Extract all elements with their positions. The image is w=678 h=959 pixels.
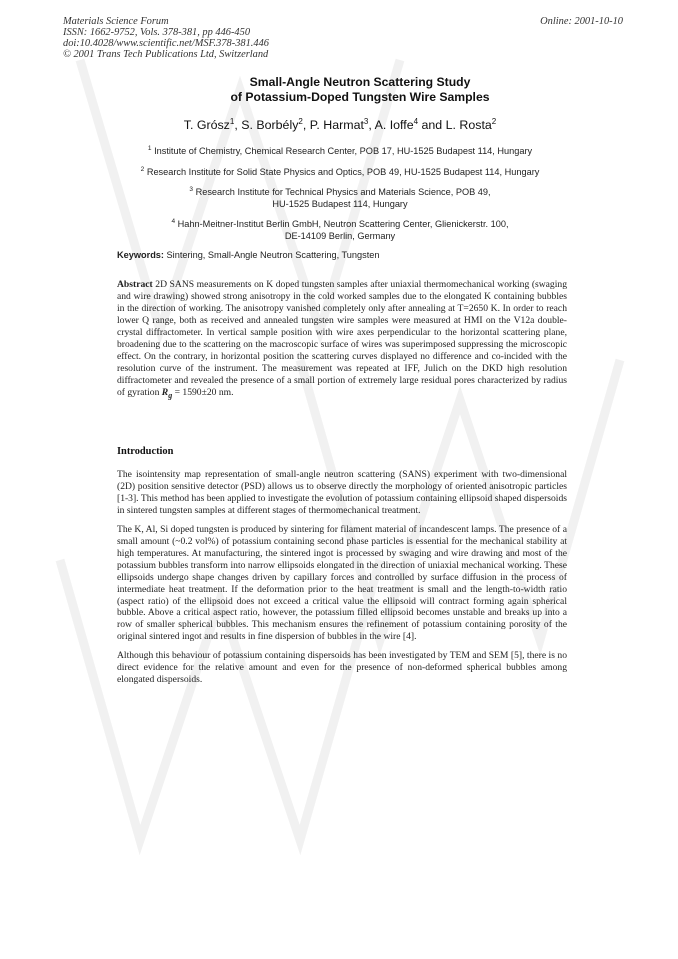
- affiliation-mark: 1: [147, 145, 152, 152]
- keywords-text: Sintering, Small-Angle Neutron Scattering, Tungsten: [166, 250, 380, 260]
- title-line-1: Small-Angle Neutron Scattering Study: [249, 75, 471, 89]
- abstract: [117, 279, 567, 408]
- radius-of-gyration-symbol: $R_g$: [161, 386, 173, 400]
- intro-paragraph: The isointensity map representation of small-angle neutron scattering (SANS) experiment with two-dimensional (2D) position sensitive detector (PSD) allows us to observe directly the morphology of oriented anisotropic particles [1-3]. This method has been applied to investigate the evolution of potassium containing ellipsoid shaped dispersoids in sintered tungsten samples at different stages of thermomechanical treatment.: [117, 469, 567, 516]
- affiliation-mark: 2: [140, 165, 145, 173]
- author-name: P. Harmat: [309, 118, 364, 133]
- author-name: L. Rosta: [445, 118, 492, 133]
- affiliation-line: HU-1525 Budapest 114, Hungary: [272, 198, 408, 209]
- introduction-body: [117, 469, 567, 693]
- abstract-text: 2D SANS measurements on K doped tungsten samples after uniaxial thermomechanical working (swaging and wire drawing) showed strong anisotropy in the cold worked samples due to the elongated K containing bubbles in the direction of working. The anisotropy vanished completely only after annealing at T=2650 K. In order to reach lower Q range, both as received and annealed tungsten wire samples were measured at HMI on the V12a double-crystal diffractometer. In vertical sample position with wire axes perpendicular to the horizontal scattering plane, broadening due to the scattering on the macroscopic surface of wires was superimposed suppressing the microscopic effect. On the contrary, in horizontal position the scattering curves displayed no difference and co-incided with the resolution curve of the instrument. The measurement was repeated at IFF, Julich on the DKD high resolution diffractometer and revealed the presence of a small portion of extremely large residual pores characterized by radius of gyration: [117, 279, 567, 398]
- affiliation: [100, 164, 580, 179]
- radius-of-gyration-value: = 1590±20 nm.: [172, 386, 234, 398]
- affiliation-mark: 4: [171, 218, 176, 226]
- affiliation-mark: 3: [189, 186, 194, 194]
- keywords-label: Keywords:: [117, 250, 164, 260]
- affiliation: [100, 143, 580, 158]
- author-affiliation-mark: 3: [363, 117, 369, 126]
- journal-name: Materials Science Forum: [63, 16, 169, 27]
- author-list: T. Grósz$^1$, S. Borbély$^2$, P. Harmat$^3$, A. Ioffe$^4$ and L. Rosta$^2$: [183, 117, 497, 133]
- affiliation-line: Institute of Chemistry, Chemical Research Center, POB 17, HU-1525 Budapest 114, Hungary: [154, 146, 533, 157]
- paper-title: [120, 75, 600, 105]
- author-affiliation-mark: 4: [413, 117, 419, 126]
- author-affiliation-mark: 2: [298, 117, 303, 126]
- copyright-line: © 2001 Trans Tech Publications Ltd, Switzerland: [63, 49, 269, 60]
- affiliation-line: DE-14109 Berlin, Germany: [284, 230, 396, 241]
- journal-header: [63, 16, 623, 60]
- title-line-2: of Potassium-Doped Tungsten Wire Samples: [230, 90, 490, 104]
- affiliation-line: Hahn-Meitner-Institut Berlin GmbH, Neutron Scattering Center, Glienickerstr. 100,: [177, 219, 509, 230]
- abstract-label: Abstract: [117, 279, 153, 290]
- affiliation-line: Research Institute for Technical Physics and Materials Science, POB 49,: [195, 187, 491, 198]
- affiliation-line: Research Institute for Solid State Physics and Optics, POB 49, HU-1525 Budapest 114, Hungary: [146, 166, 540, 177]
- author-name: A. Ioffe: [374, 118, 414, 133]
- doi-line[interactable]: doi:10.4028/www.scientific.net/MSF.378-381.446: [63, 38, 269, 49]
- intro-paragraph: Although this behaviour of potassium containing dispersoids has been investigated by TEM and SEM [5], there is no direct evidence for the relative amount and even for the presence of non-deformed spherical bubbles among elongated dispersoids.: [117, 650, 567, 686]
- author-name: T. Grósz: [183, 118, 230, 133]
- author-affiliation-mark: 1: [229, 117, 235, 126]
- affiliation: [100, 216, 580, 242]
- author-name: S. Borbély: [241, 118, 299, 133]
- affiliation: [100, 184, 580, 210]
- keywords: [117, 250, 597, 260]
- affiliation-list: [100, 143, 580, 248]
- online-date: Online: 2001-10-10: [540, 16, 623, 27]
- issn-line: ISSN: 1662-9752, Vols. 378-381, pp 446-450: [63, 27, 251, 38]
- intro-paragraph: The K, Al, Si doped tungsten is produced by sintering for filament material of incandescent lamps. The presence of a small amount (~0.2 vol%) of potassium containing second phase particles is essential for the mechanical stability at high temperatures. At manufacturing, the sintered ingot is processed by swaging and wire drawing and most of the potassium bubbles transform into narrow ellipsoids elongated in the direction of uniaxial mechanical working. These ellipsoids undergo shape changes driven by capillary forces and controlled by surface diffusion in the process of intermediate heat treatment. If the deformation prior to the heat treatment is small and the length-to-width ratio (aspect ratio) of the ellipsoid does not exceed a critical value the ellipsoid will contract forming again spherical bubble. Above a critical aspect ratio, however, the potassium filled ellipsoid becomes unstable and breaks up into a row of smaller spherical bubbles. This mechanism ensures the refinement of potassium containing porosity of the original sintered ingot and results in fine dispersion of bubbles in the wire [4].: [117, 523, 567, 643]
- section-heading-introduction: Introduction: [117, 446, 174, 457]
- author-affiliation-mark: 2: [491, 117, 497, 126]
